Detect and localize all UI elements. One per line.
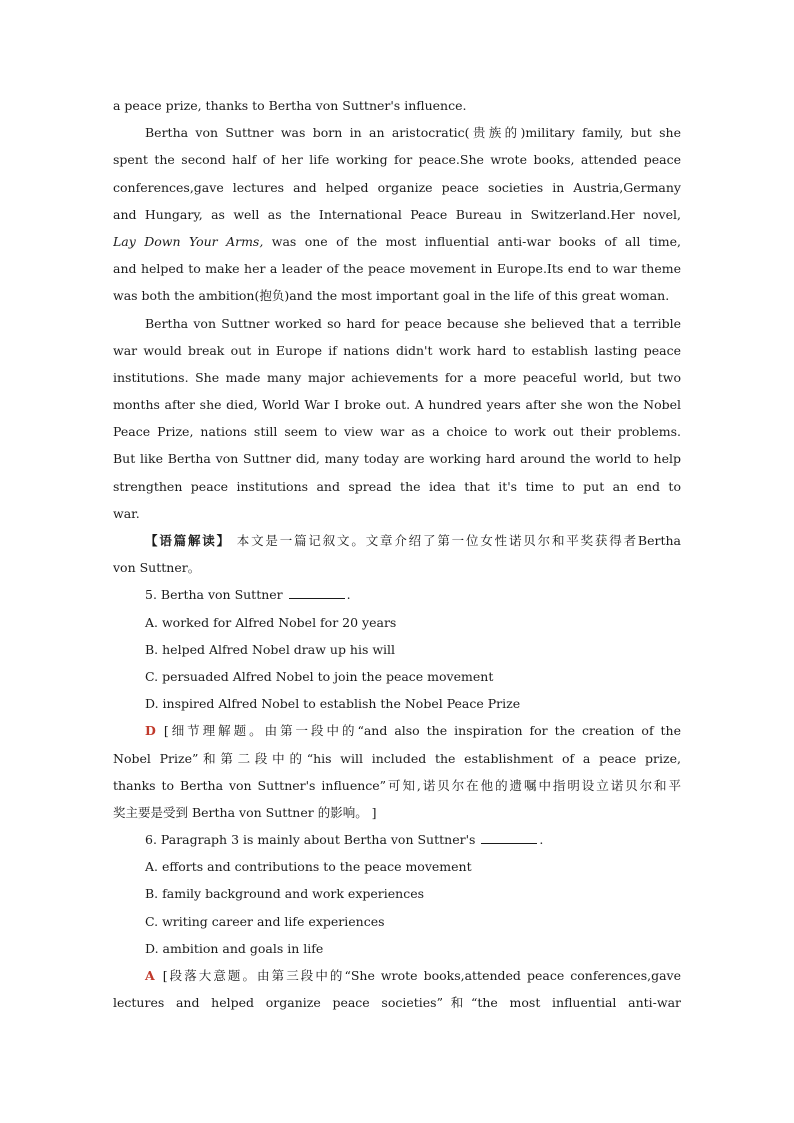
question-5-stem: 5. Bertha von Suttner . <box>145 587 351 603</box>
answer-blank <box>289 586 345 599</box>
q5-explanation: 奖主要是受到 Bertha von Suttner 的影响。 ] <box>113 804 377 820</box>
passage-line: Bertha von Suttner worked so hard for peace because she believed that a terrible <box>145 315 681 331</box>
passage-line: Bertha von Suttner was born in an aristocratic(贵族的)military family, but she <box>145 125 681 141</box>
q5-answer: D <box>145 723 156 739</box>
passage-line: war. <box>113 505 140 521</box>
passage-line: and Hungary, as well as the International Peace Bureau in Switzerland.Her novel, <box>113 206 681 222</box>
novel-rest: was one of the most influential anti-war books of all time, <box>263 233 681 249</box>
passage-line: institutions. She made many major achievements for a more peaceful world, but two <box>113 369 681 385</box>
analysis-text: 本文是一篇记叙文。文章介绍了第一位女性诺贝尔和平奖获得者Bertha <box>230 533 681 548</box>
passage-line: was both the ambition(抱负)and the most important goal in the life of this great woman. <box>113 288 670 304</box>
analysis-line <box>113 527 681 554</box>
answer-blank <box>481 831 537 844</box>
q6-option-a: A. efforts and contributions to the peace movement <box>145 859 472 875</box>
q6-explanation: A [段落大意题。由第三段中的“She wrote books,attended peace conferences,gave <box>145 968 681 983</box>
q5-option-a: A. worked for Alfred Nobel for 20 years <box>145 614 397 630</box>
q5-explanation: D [细节理解题。由第一段中的“and also the inspiration for the creation of the <box>145 723 681 739</box>
passage-line: conferences,gave lectures and helped organize peace societies in Austria,Germany <box>113 179 681 195</box>
q6-explanation: lectures and helped organize peace societies”和“the most influential anti-war <box>113 995 681 1011</box>
passage-line: spent the second half of her life working for peace.She wrote books, attended peace <box>113 152 681 168</box>
passage-line: war would break out in Europe if nations didn't work hard to establish lasting peace <box>113 342 681 358</box>
q6-option-c: C. writing career and life experiences <box>145 913 385 929</box>
passage-line: Peace Prize, nations still seem to view war as a choice to work out their problems. <box>113 424 681 440</box>
document-page <box>113 92 681 1016</box>
q6-answer: A <box>145 968 155 983</box>
passage-line: But like Bertha von Suttner did, many today are working hard around the world to help <box>113 451 681 467</box>
passage-line: strengthen peace institutions and spread the idea that it's time to put an end to <box>113 478 681 494</box>
analysis-label: 【语篇解读】 <box>145 533 231 548</box>
novel-title: Lay Down Your Arms, <box>113 233 264 249</box>
q5-option-d: D. inspired Alfred Nobel to establish the Nobel Peace Prize <box>145 696 521 712</box>
q6-option-b: B. family background and work experiences <box>145 886 425 902</box>
analysis-line: von Suttner。 <box>113 560 201 576</box>
question-6-stem: 6. Paragraph 3 is mainly about Bertha von Suttner's . <box>145 832 544 848</box>
passage-line: months after she died, World War Ⅰ broke out. A hundred years after she won the Nobel <box>113 397 681 413</box>
passage-p1-tail: a peace prize, thanks to Bertha von Suttner's influence. <box>113 98 467 113</box>
q5-explanation: Nobel Prize”和第二段中的“his will included the establishment of a peace prize, <box>113 750 681 766</box>
q5-option-b: B. helped Alfred Nobel draw up his will <box>145 641 396 657</box>
passage-line <box>113 228 681 255</box>
q6-option-d: D. ambition and goals in life <box>145 940 324 956</box>
q5-explanation: thanks to Bertha von Suttner's influence”可知,诺贝尔在他的遗嘱中指明设立诺贝尔和平 <box>113 777 681 793</box>
passage-line: and helped to make her a leader of the peace movement in Europe.Its end to war theme <box>113 261 681 277</box>
q5-option-c: C. persuaded Alfred Nobel to join the peace movement <box>145 668 494 684</box>
